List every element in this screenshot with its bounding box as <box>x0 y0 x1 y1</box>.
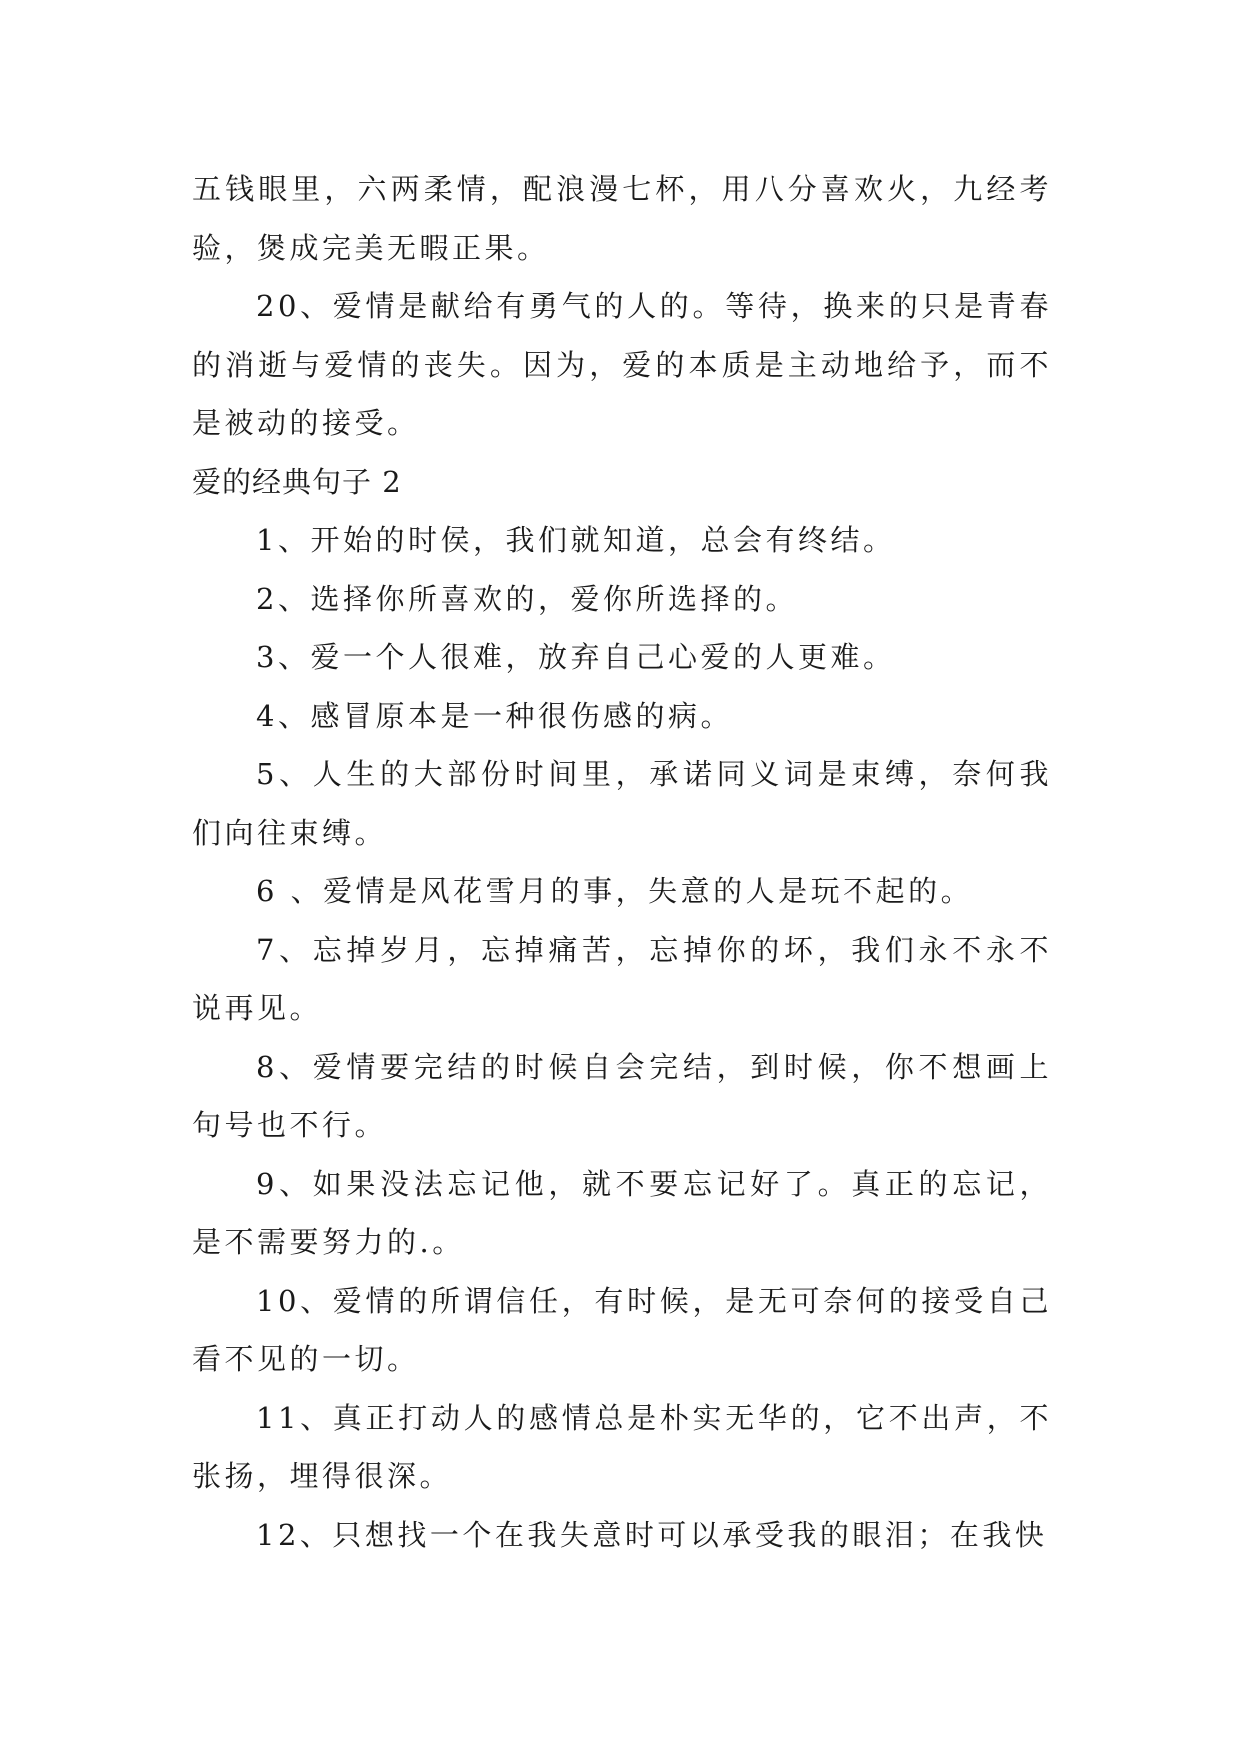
paragraph-item-1: 1、开始的时侯，我们就知道，总会有终结。 <box>256 523 896 557</box>
paragraph-item-12: 12、只想找一个在我失意时可以承受我的眼泪；在我快 <box>256 1517 1048 1552</box>
paragraph-item-8: 8、爱情要完结的时候自会完结，到时候，你不想画上句号也不行。 <box>192 1049 1052 1142</box>
paragraph-item-3: 3、爱一个人很难，放弃自己心爱的人更难。 <box>256 640 896 674</box>
section-heading: 爱的经典句子 2 <box>192 464 402 499</box>
paragraph-item-9: 9、如果没法忘记他，就不要忘记好了。真正的忘记，是不需要努力的.。 <box>192 1166 1052 1259</box>
paragraph-item-2: 2、选择你所喜欢的，爱你所选择的。 <box>256 581 798 616</box>
paragraph-item-20: 20、爱情是献给有勇气的人的。等待，换来的只是青春的消逝与爱情的丧失。因为，爱的本质是主动地给予，而不是被动的接受。 <box>192 289 1052 440</box>
paragraph-item-4: 4、感冒原本是一种很伤感的病。 <box>256 698 733 733</box>
paragraph-item-6: 6 、爱情是风花雪月的事，失意的人是玩不起的。 <box>256 874 974 908</box>
paragraph-item-5: 5、人生的大部份时间里，承诺同义词是束缚，奈何我们向往束缚。 <box>192 757 1052 850</box>
document-body <box>192 160 1052 1564</box>
paragraph-item-11: 11、真正打动人的感情总是朴实无华的，它不出声，不张扬，埋得很深。 <box>192 1400 1052 1493</box>
paragraph-item-10: 10、爱情的所谓信任，有时候，是无可奈何的接受自己看不见的一切。 <box>192 1283 1052 1376</box>
paragraph-continuation: 五钱眼里，六两柔情，配浪漫七杯，用八分喜欢火，九经考验，煲成完美无暇正果。 <box>192 172 1052 265</box>
paragraph-item-7: 7、忘掉岁月，忘掉痛苦，忘掉你的坏，我们永不永不说再见。 <box>192 932 1052 1025</box>
